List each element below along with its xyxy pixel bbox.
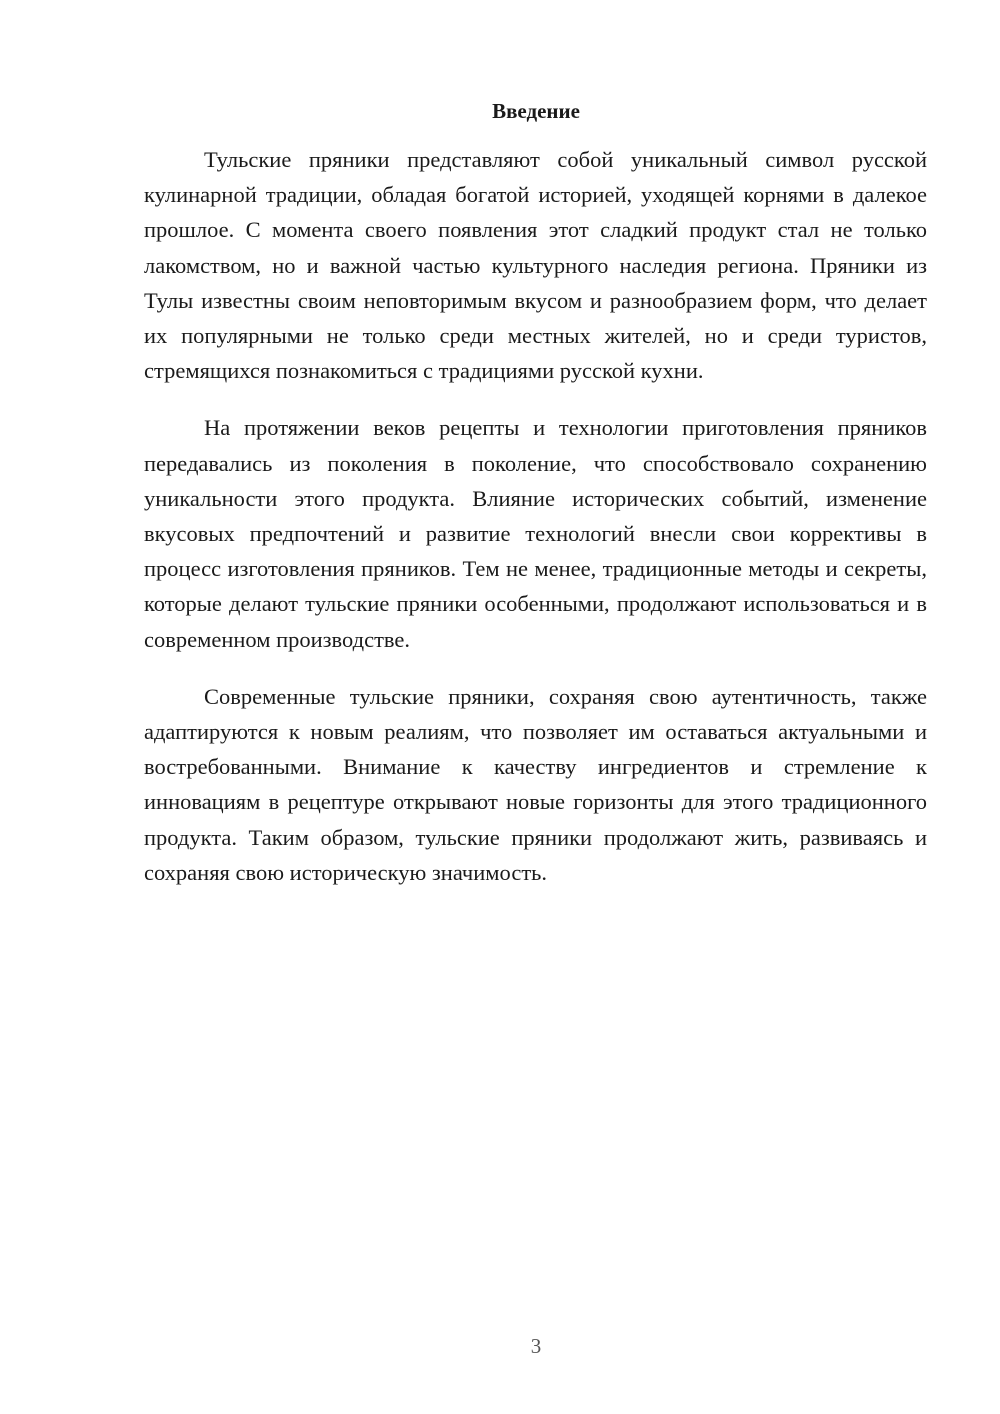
section-heading: Введение — [492, 99, 580, 123]
paragraph-2: На протяжении веков рецепты и технологии приготовления пряников передавались из поколения в поколение, что способствовало сохранению уникальности этого продукта. Влияние исторических событий, изменение вкусовых предпочтений и развитие технологий внесли свои коррективы в процесс изготовления пряников. Тем не менее, традиционные методы и секреты, которые делают тульские пряники особенными, продолжают использоваться и в современном производстве. — [144, 415, 927, 652]
body-text — [144, 142, 927, 912]
paragraph-3: Современные тульские пряники, сохраняя свою аутентичность, также адаптируются к новым реалиям, что позволяет им оставаться актуальными и востребованными. Внимание к качеству ингредиентов и стремление к инновациям в рецептуре открывают новые горизонты для этого традиционного продукта. Таким образом, тульские пряники продолжают жить, развиваясь и сохраняя свою историческую значимость. — [144, 683, 927, 885]
page-number: 3 — [530, 1334, 542, 1358]
paragraph-1: Тульские пряники представляют собой уникальный символ русской кулинарной традиции, обладая богатой историей, уходящей корнями в далекое прошлое. С момента своего появления этот сладкий продукт стал не только лакомством, но и важной частью культурного наследия региона. Пряники из Тулы известны своим неповторимым вкусом и разнообразием форм, что делает их популярными не только среди местных жителей, но и среди туристов, стремящихся познакомиться с традициями русской кухни. — [144, 147, 927, 384]
